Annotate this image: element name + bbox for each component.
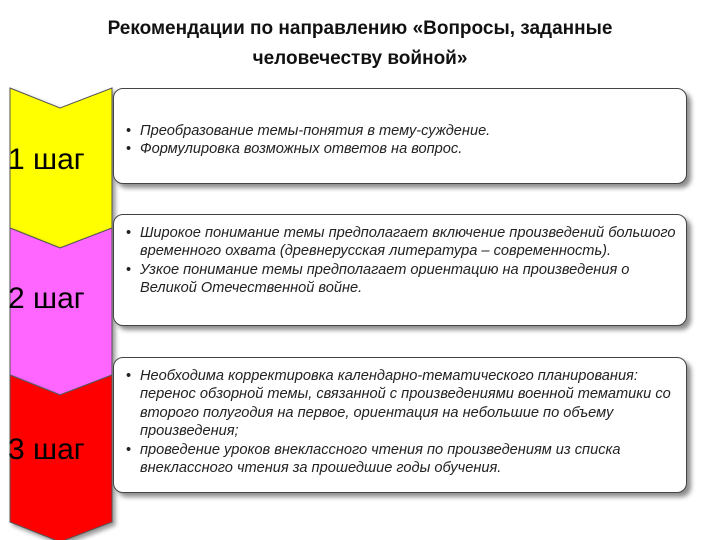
title-line-1: Рекомендации по направлению «Вопросы, заданные bbox=[107, 18, 613, 39]
list-item: • Преобразование темы-понятия в тему-суждение. bbox=[124, 122, 676, 140]
step-3-label: 3 шаг bbox=[8, 433, 85, 466]
step-1-label: 1 шаг bbox=[8, 143, 85, 176]
step-3-box bbox=[113, 357, 687, 493]
step-1-box bbox=[113, 88, 687, 184]
list-item: • Формулировка возможных ответов на вопрос. bbox=[124, 140, 676, 158]
list-item: • Необходима корректировка календарно-тематического планирования: перенос обзорной темы, связанной с произведениями военной тематики со второго полугодия на первое, ориентация на небольшие по объему произведения; bbox=[124, 367, 676, 441]
list-item: • проведение уроков внеклассного чтения по произведениям из списка внеклассного чтения за прошедшие годы обучения. bbox=[124, 441, 676, 478]
step-2-box bbox=[113, 214, 687, 326]
list-item: • Широкое понимание темы предполагает включение произведений большого временного охвата (древнерусская литература – современность). bbox=[124, 224, 676, 261]
list-item: • Узкое понимание темы предполагает ориентацию на произведения о Великой Отечественной войне. bbox=[124, 261, 676, 298]
step-2-label: 2 шаг bbox=[8, 282, 85, 315]
title-line-2: человечеству войной» bbox=[252, 48, 468, 69]
